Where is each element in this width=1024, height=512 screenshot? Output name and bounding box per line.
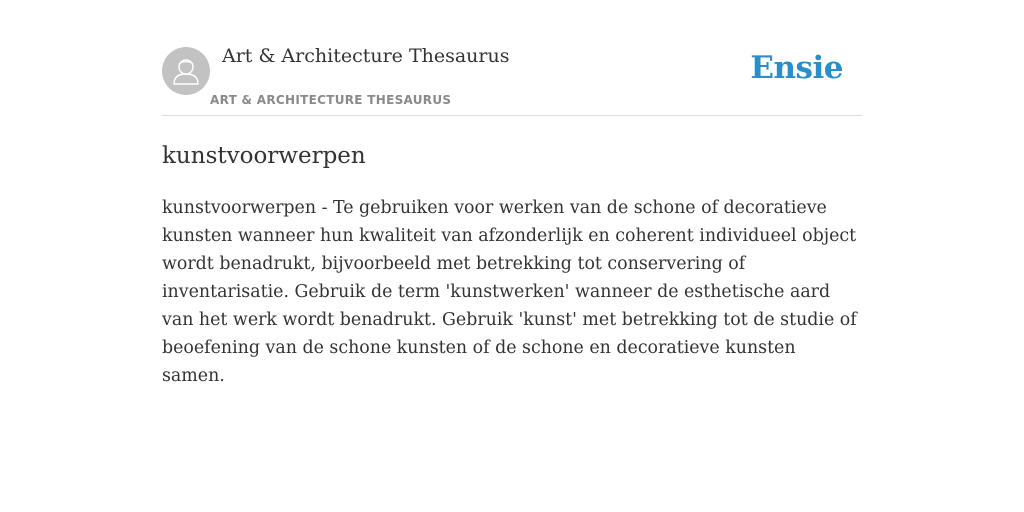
page-container	[162, 0, 862, 390]
entry-definition: kunstvoorwerpen - Te gebruiken voor werken van de schone of decoratieve kunsten wanneer hun kwaliteit van afzonderlijk en coherent individueel object wordt benadrukt, bijvoorbeeld met betrekking tot conservering of inventarisatie. Gebruik de term 'kunstwerken' wanneer de esthetische aard van het werk wordt benadrukt. Gebruik 'kunst' met betrekking tot de studie of beoefening van de schone kunsten of de schone en decoratieve kunsten samen.	[162, 198, 857, 386]
user-icon	[162, 47, 210, 95]
source-subtitle[interactable]: ART & ARCHITECTURE THESAURUS	[210, 93, 452, 107]
brand-logo[interactable]: Ensie	[750, 50, 843, 86]
source-name[interactable]: Art & Architecture Thesaurus	[222, 45, 510, 67]
header	[162, 0, 862, 116]
source-avatar[interactable]	[162, 47, 210, 95]
entry-title: kunstvoorwerpen	[162, 143, 366, 169]
